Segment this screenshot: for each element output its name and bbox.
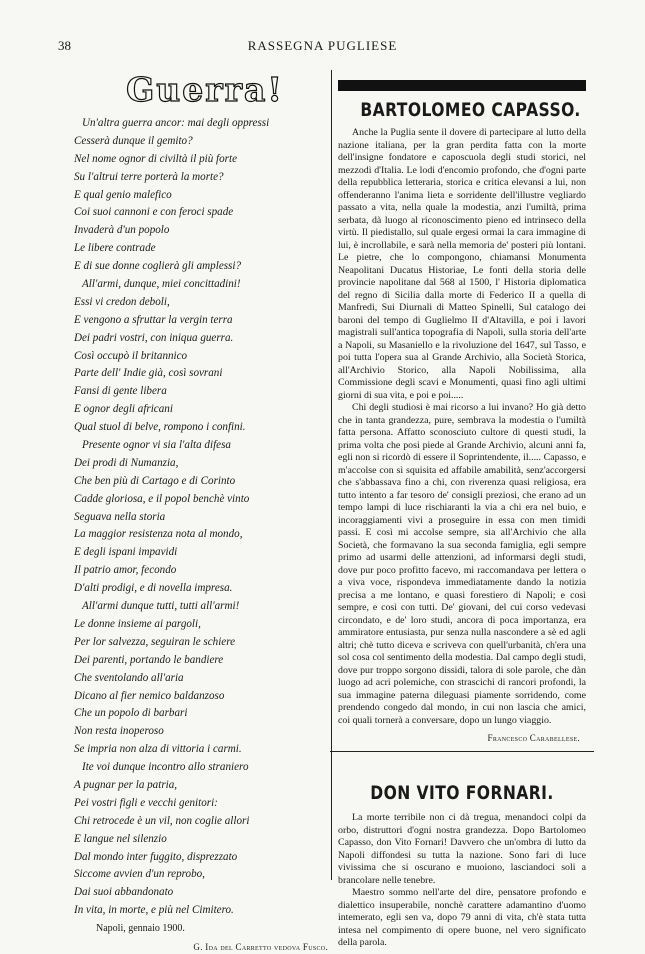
- poem-line: Invaderà d'un popolo: [74, 224, 170, 237]
- poem-place-date: Napoli, gennaio 1900.: [96, 923, 185, 935]
- poem-line: Qual stuol di belve, rompono i confini.: [74, 421, 246, 434]
- poem-line: E qual genio malefico: [74, 188, 172, 201]
- poem-line: E di sue donne coglierà gli amplessi?: [74, 260, 242, 273]
- poem-line: Le libere contrade: [74, 242, 156, 255]
- poem-line: Pei vostri figli e vecchi genitori:: [74, 796, 218, 809]
- poem-line: Dal mondo inter fuggito, disprezzato: [74, 850, 238, 863]
- section-divider: [330, 751, 594, 752]
- article-paragraph: Maestro sommo nell'arte del dire, pensatore profondo e dialettico insuperabile, nonchè carattere adamantino d'uomo intemerato, egli sen va, dopo 79 anni di vita, ch'è stata tutta intesa nel compimento di opere buone, nel vero significato della parola.: [338, 887, 586, 948]
- poem-line: Il patrio amor, fecondo: [74, 564, 177, 577]
- article-title-fornari: DON VITO FORNARI.: [370, 782, 554, 804]
- poem-signature: G. Ida del Carretto vedova Fusco.: [193, 942, 328, 953]
- poem-line: Dei prodi di Numanzia,: [74, 456, 179, 469]
- poem-line: A pugnar per la patria,: [74, 778, 178, 791]
- column-divider: [331, 70, 332, 880]
- poem-line: Ite voi dunque incontro allo straniero: [82, 761, 249, 774]
- article-paragraph: La morte terribile non ci dà tregua, menandoci colpi da orbo, distruttori d'ogni nostra grandezza. Dopo Bartolomeo Capasso, don Vito Fornari! Davvero che un'ombra di lutto da Napoli diffondesi su tutta la nazione. Sono fari di luce vivissima che si oscurano e muoiono, lasciandoci soli a brancolare nelle tenebre.: [338, 812, 586, 886]
- article-body-capasso: [338, 127, 586, 727]
- poem-line: Che ben più di Cartago e di Corinto: [74, 474, 236, 487]
- poem-line: Siccome avvien d'un reprobo,: [74, 868, 205, 881]
- articles-column: [338, 80, 586, 950]
- poem-line: Che un popolo di barbari: [74, 707, 188, 720]
- poem-line: All'armi, dunque, miei concittadini!: [82, 278, 241, 291]
- poem-line: Seguava nella storia: [74, 510, 166, 523]
- poem-line: Su l'altrui terre porterà la morte?: [74, 170, 224, 183]
- mourning-bar: [338, 80, 586, 91]
- poem-line: E degli ispani impavidi: [74, 546, 178, 559]
- poem-line: Se impria non alza di vittoria i carmi.: [74, 743, 242, 756]
- poem-line: Nel nome ognor di civiltà il più forte: [74, 152, 237, 165]
- poem-line: La maggior resistenza nota al mondo,: [74, 528, 243, 541]
- poem-line: E langue nel silenzio: [74, 832, 167, 845]
- poem-line: E vengono a sfruttar la vergin terra: [74, 313, 233, 326]
- poem-column: [62, 66, 328, 954]
- poem-line: Presente ognor vi sia l'alta difesa: [82, 439, 231, 452]
- poem-line: Fansi di gente libera: [74, 385, 167, 398]
- poem-line: Essi vi credon deboli,: [74, 295, 170, 308]
- poem-line: Parte dell' Indie già, così sovrani: [74, 367, 223, 380]
- poem-line: Cadde gloriosa, e il popol benchè vinto: [74, 492, 250, 505]
- poem-line: Non resta inoperoso: [74, 725, 164, 738]
- poem-line: D'alti prodigi, e di novella impresa.: [74, 582, 233, 595]
- article-title-capasso: BARTOLOMEO CAPASSO.: [360, 99, 581, 121]
- poem-line: Che sventolando all'aria: [74, 671, 184, 684]
- poem-line: Cesserà dunque il gemito?: [74, 134, 193, 147]
- poem-line: E ognor degli africani: [74, 403, 173, 416]
- poem-title: Guerra!: [126, 70, 284, 109]
- article-body-fornari: [338, 812, 586, 950]
- poem-line: Coi suoi cannoni e con feroci spade: [74, 206, 234, 219]
- poem-line: Per lor salvezza, seguiran le schiere: [74, 635, 236, 648]
- article-paragraph: Anche la Puglia sente il dovere di partecipare al lutto della nazione italiana, per la gran perdita fatta con la morte dell'insigne fondatore e caposcuola degli studi storici, nel mezzodì d'Italia. Le lodi d'encomio profondo, che d'ogni parte della repubblica letteraria, storica e critica elevansi a lui, non offenderanno l'anima lieta e sorridente dell'illustre vegliardo passato a vita, nella quale la modestia, anzi l'umiltà, prima serbata, dà luogo al riconoscimento pieno ed intrinseco della virtù. Il piedistallo, sul quale ergesi ormai la cara immagine di lui, è incrollabile, e sarà nella memoria de' posteri più lontani. Le pietre, che lo compongono, chiamansi Monumenta Neapolitani Ducatus Historiae, Le fonti della storia delle provincie napolitane dal 568 al 1500, l' Historia diplomatica del regno di Sicilia dalla morte di Federico II a quella di Manfredi, Sui Diurnali di Matteo Spinelli, Sul catalogo dei baroni del tempo di Guglielmo II d'Altavilla, e poi i lavori magistrali sull'antica topografia di Napoli, sulla storia dell'arte a Napoli, su Masaniello e la rivoluzione del 1647, sul Tasso, e poi tutta l'opera sua al Grande Archivio, alla Società Storica, all'Archivio Storico, alla Napoli Nobilissima, alla Commissione degli scavi e Monumenti, quasi fino agli ultimi giorni di sua vita, e poi e poi.....: [338, 127, 586, 401]
- poem-line: Dai suoi abbandonato: [74, 886, 174, 899]
- poem-line: Dei padri vostri, con iniqua guerra.: [74, 331, 234, 344]
- poem-line: Le donne insieme ai pargoli,: [74, 617, 201, 630]
- poem-line: In vita, in morte, e più nel Cimitero.: [74, 904, 234, 917]
- running-head: RASSEGNA PUGLIESE: [247, 38, 398, 53]
- poem-line: Un'altra guerra ancor: mai degli oppressi: [82, 117, 270, 129]
- article-paragraph: Chi degli studiosi è mai ricorso a lui invano? Ho già detto che in tanta grandezza, pure, sembrava la modestia o l'umiltà fatta persona. Affatto sconosciuto cultore di questi studi, la prima volta che posi piede al Grande Archivio, alcuni anni fa, egli non si ricordò di essere il Soprintendente, il..... Capasso, e m'accolse con sì squisita ed affabile amabilità, senz'accorgersi che s'abbassava fino a chi, con riverenza quasi religiosa, era tutto intento a far tesoro de' consigli preziosi, che erano ad un tempo lampi di luce rischiaranti la via a chi era nel buio, e incoraggiamenti vivi a proseguire in essa con men timidi passi. E così mi accolse sempre, sia all'Archivio che alla Società, che formavano la sua seconda famiglia, egli sempre primo ad usarmi delle attenzioni, ad informarsi degli studi, dove pur poco profitto facevo, mi raccomandava per lettera o a viva voce, rispondeva immediatamente dando la notizia precisa a me lontano, e quasi forestiero di Napoli; e così sempre, e così con tutti. De' giovani, del cui corso vedevasi circondato, e de' loro studi, ancora di poca importanza, era ammiratore entusiasta, pur senza nulla nascondere a sè ed agli altri; chè tutto diceva e scriveva con quell'urbanità, ch'era una sol cosa col sentimento della modestia. Dal campo degli studi, dove pur troppo sorgono dissidi, talora di sole parole, che dàn luogo ad acri polemiche, con strascichi di rancori profondi, la sua immagine paterna dileguasi piamente sorridendo, come prendendo congedo dal mondo, in cui non lascia che amici, coi quali tornerà a conversare, dopo un lungo viaggio.: [338, 402, 586, 726]
- poem-line: All'armi dunque tutti, tutti all'armi!: [82, 600, 240, 613]
- poem-line: Così occupò il britannico: [74, 349, 188, 362]
- poem-line: Dicano al fier nemico baldanzoso: [74, 689, 225, 702]
- poem-line: Dei parenti, portando le bandiere: [74, 653, 224, 666]
- poem-lines: [62, 115, 328, 920]
- page-number: 38: [58, 38, 71, 53]
- article-signature: Francesco Carabellese.: [487, 733, 580, 743]
- poem-line: Chi retrocede è un vil, non coglie allori: [74, 814, 250, 827]
